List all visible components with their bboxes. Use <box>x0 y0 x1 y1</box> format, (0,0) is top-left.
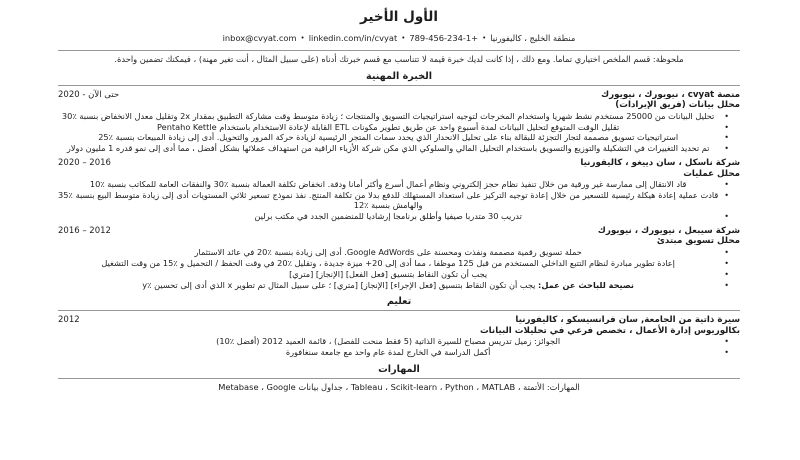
education-header <box>58 315 740 326</box>
bullet-text: • حملة تسويق رقمية مصممة ونفذت ومحسنة على Google AdWords. أدى إلى زيادة بنسبة ٪20 في عائد الاستثمار <box>194 246 582 257</box>
bullet-item <box>58 270 740 280</box>
degree-title: بكالوريوس إدارة الأعمال ، تخصص فرعي في تحليلات البيانات <box>479 325 740 336</box>
contact-separator: • <box>482 34 487 42</box>
job-title: محلل تسويق مبتدئ <box>656 236 740 247</box>
bullet-item <box>58 348 740 358</box>
contact-separator: • <box>401 34 406 42</box>
bullet-item <box>58 212 740 222</box>
company-name: شركة ناسكل ، سان دييغو ، كاليفورنيا <box>580 158 740 169</box>
experience-entry <box>58 90 740 155</box>
bullet-rest: يجب أن تكون النقاط بتنسيق [فعل الإجراء] [الإنجاز] [متري] ؛ على سبيل المثال تم تطوير x الذي أدى إلى تحسين ٪y <box>142 279 539 290</box>
bullet-lead: نصيحة للباحث عن عمل: <box>538 279 634 290</box>
bullet-text: • الجوائز: زميل تدريس مصباح للسيرة الذاتية (5 فقط منحت للفصل) ، قائمة العميد 2012 (أفضل ٪10) <box>216 336 561 347</box>
bullet-item <box>58 191 740 211</box>
bullet-item <box>58 259 740 269</box>
bullet-text: • إعادة تطوير مبادرة لنظام التتبع الداخلي المستخدم من قبل 125 موظفا ، مما أدى إلى 20+ ميزة جديدة ، وتقليل ٪20 في وقت الحفظ / التحميل و ٪15 من وقت التشغيل <box>101 257 675 268</box>
bullet-item <box>58 337 740 347</box>
bullet-text: • قادت عملية إعادة هيكلة رئيسية للتسعير من خلال إعادة توجيه التركيز على استعداد المستهلك للدفع بدلا من تكلفة المنتج. نفذ نموذج تسعير ثلاثي المستويات أدى إلى زيادة متوسط البيع بنسبة ٪35 والهامش بنسبة ٪12 <box>58 190 719 211</box>
job-header <box>58 90 740 101</box>
bullet-text: • تقليل الوقت المتوقع لتحليل البيانات لمدة أسبوع واحد عن طريق تطوير مكونات ETL القابلة لإعادة الاستخدام باستخدام Pentaho Kettle <box>157 121 620 132</box>
bullet-text: • تحليل البيانات من 25000 مستخدم نشط شهريا واستخدام المخرجات لتوجيه استراتيجيات التسويق والمنتجات ؛ زيادة متوسط وقت مشاركة التطبيق بمقدار 2x وتقليل معدل الانخفاض بنسبة ٪30 <box>61 110 715 121</box>
contact-email: inbox@cvyat.com <box>222 33 297 43</box>
experience-entry <box>58 158 740 222</box>
section-title-skills: المهارات <box>378 364 420 376</box>
school-name: سيرة ذاتية من الجامعة, سان فرانسيسكو ، كاليفورنيا <box>515 315 740 326</box>
company-name: منصة cvyat ، نيويورك ، نيويورك <box>601 89 740 100</box>
experience-entry <box>58 226 740 291</box>
header-divider <box>58 50 740 51</box>
job-title: محلل عمليات <box>683 168 740 179</box>
bullet-item <box>58 123 740 133</box>
bullet-text: • تدريب 30 متدربا صيفيا وأطلق برنامجا إرشاديا للمنضمين الجدد في مكتب برلين <box>254 210 522 221</box>
contact-phone: 789-456-234-1+ <box>409 33 479 43</box>
bullet-text: • قاد الانتقال إلى ممارسة غير ورقية من خلال تنفيذ نظام حجز إلكتروني ونظام أعمال أسرع وأكثر أمانا ودقة. انخفاض تكلفة العمالة بنسبة ٪30 والنفقات العامة للمكاتب بنسبة ٪10 <box>89 179 687 190</box>
job-header <box>58 226 740 237</box>
contact-linkedin: linkedin.com/in/cvyat <box>308 33 398 43</box>
section-divider <box>58 310 740 311</box>
bullet-item <box>58 133 740 143</box>
contact-location: منطقة الخليج ، كاليفورنيا <box>490 33 576 43</box>
job-dates: حتى الآن - 2020 <box>58 89 120 100</box>
section-title-experience: الخبرة المهنية <box>366 70 432 82</box>
company-name: شركة سيبعل ، نيويورك ، نيويورك <box>597 225 740 236</box>
section-divider <box>58 85 740 86</box>
bullet-text: • تم تحديد التغييرات في التشكيلة والتوزيع والتسويق باستخدام التحليل المالي والسلوكي الذي مكن شركة الأزياء الراقية من استهداف عملائها بشكل أفضل ، مما أدى إلى نمو قدره 1 مليون دولار <box>66 143 710 154</box>
bullet-text: • استراتيجيات تسويق مصممة لتجار التجزئة للبقالة بناء على تحليل الانحدار الذي يحدد سمات المتجر الرئيسية لزيادة حركة المرور والتحويل. أدى إلى زيادة المبيعات بنسبة ٪25 <box>98 132 679 143</box>
skills-line: المهارات: الأتمتة ، Tableau ، Scikit-learn ، Python ، MATLAB ، جداول بيانات Metabase ، Google <box>218 382 580 393</box>
job-dates: 2012 – 2016 <box>58 225 111 236</box>
candidate-name: الأول الأخير <box>360 9 438 25</box>
section-title-education: تعليم <box>386 296 412 308</box>
contact-line <box>58 33 740 45</box>
bullet-item <box>58 180 740 190</box>
bullet-text: • أكمل الدراسة في الخارج لمدة عام واحد مع جامعة سنغافورة <box>285 347 491 358</box>
job-title: محلل بيانات (فريق الإيرادات) <box>615 100 740 111</box>
bullet-item <box>58 112 740 122</box>
bullet-text: • يجب أن تكون النقاط بتنسيق [فعل الفعل] [الإنجاز] [متري] <box>289 268 488 279</box>
bullet-text <box>58 281 718 291</box>
job-header <box>58 158 740 169</box>
summary-note: ملحوظة: قسم الملخص اختياري تماما. ومع ذلك ، إذا كانت لديك خبرة قيمة لا تتناسب مع قسم خبرتك أدناه (على سبيل المثال ، أنت تغير مهنة) ، فيمكنك تضمين واحدة. <box>114 54 684 64</box>
bullet-item <box>58 144 740 154</box>
section-divider <box>58 378 740 379</box>
bullet-item <box>58 281 740 291</box>
bullet-item <box>58 248 740 258</box>
education-entry <box>58 315 740 358</box>
contact-separator: • <box>300 34 305 42</box>
education-dates: 2012 <box>58 315 80 326</box>
job-dates: 2016 – 2020 <box>58 158 111 169</box>
